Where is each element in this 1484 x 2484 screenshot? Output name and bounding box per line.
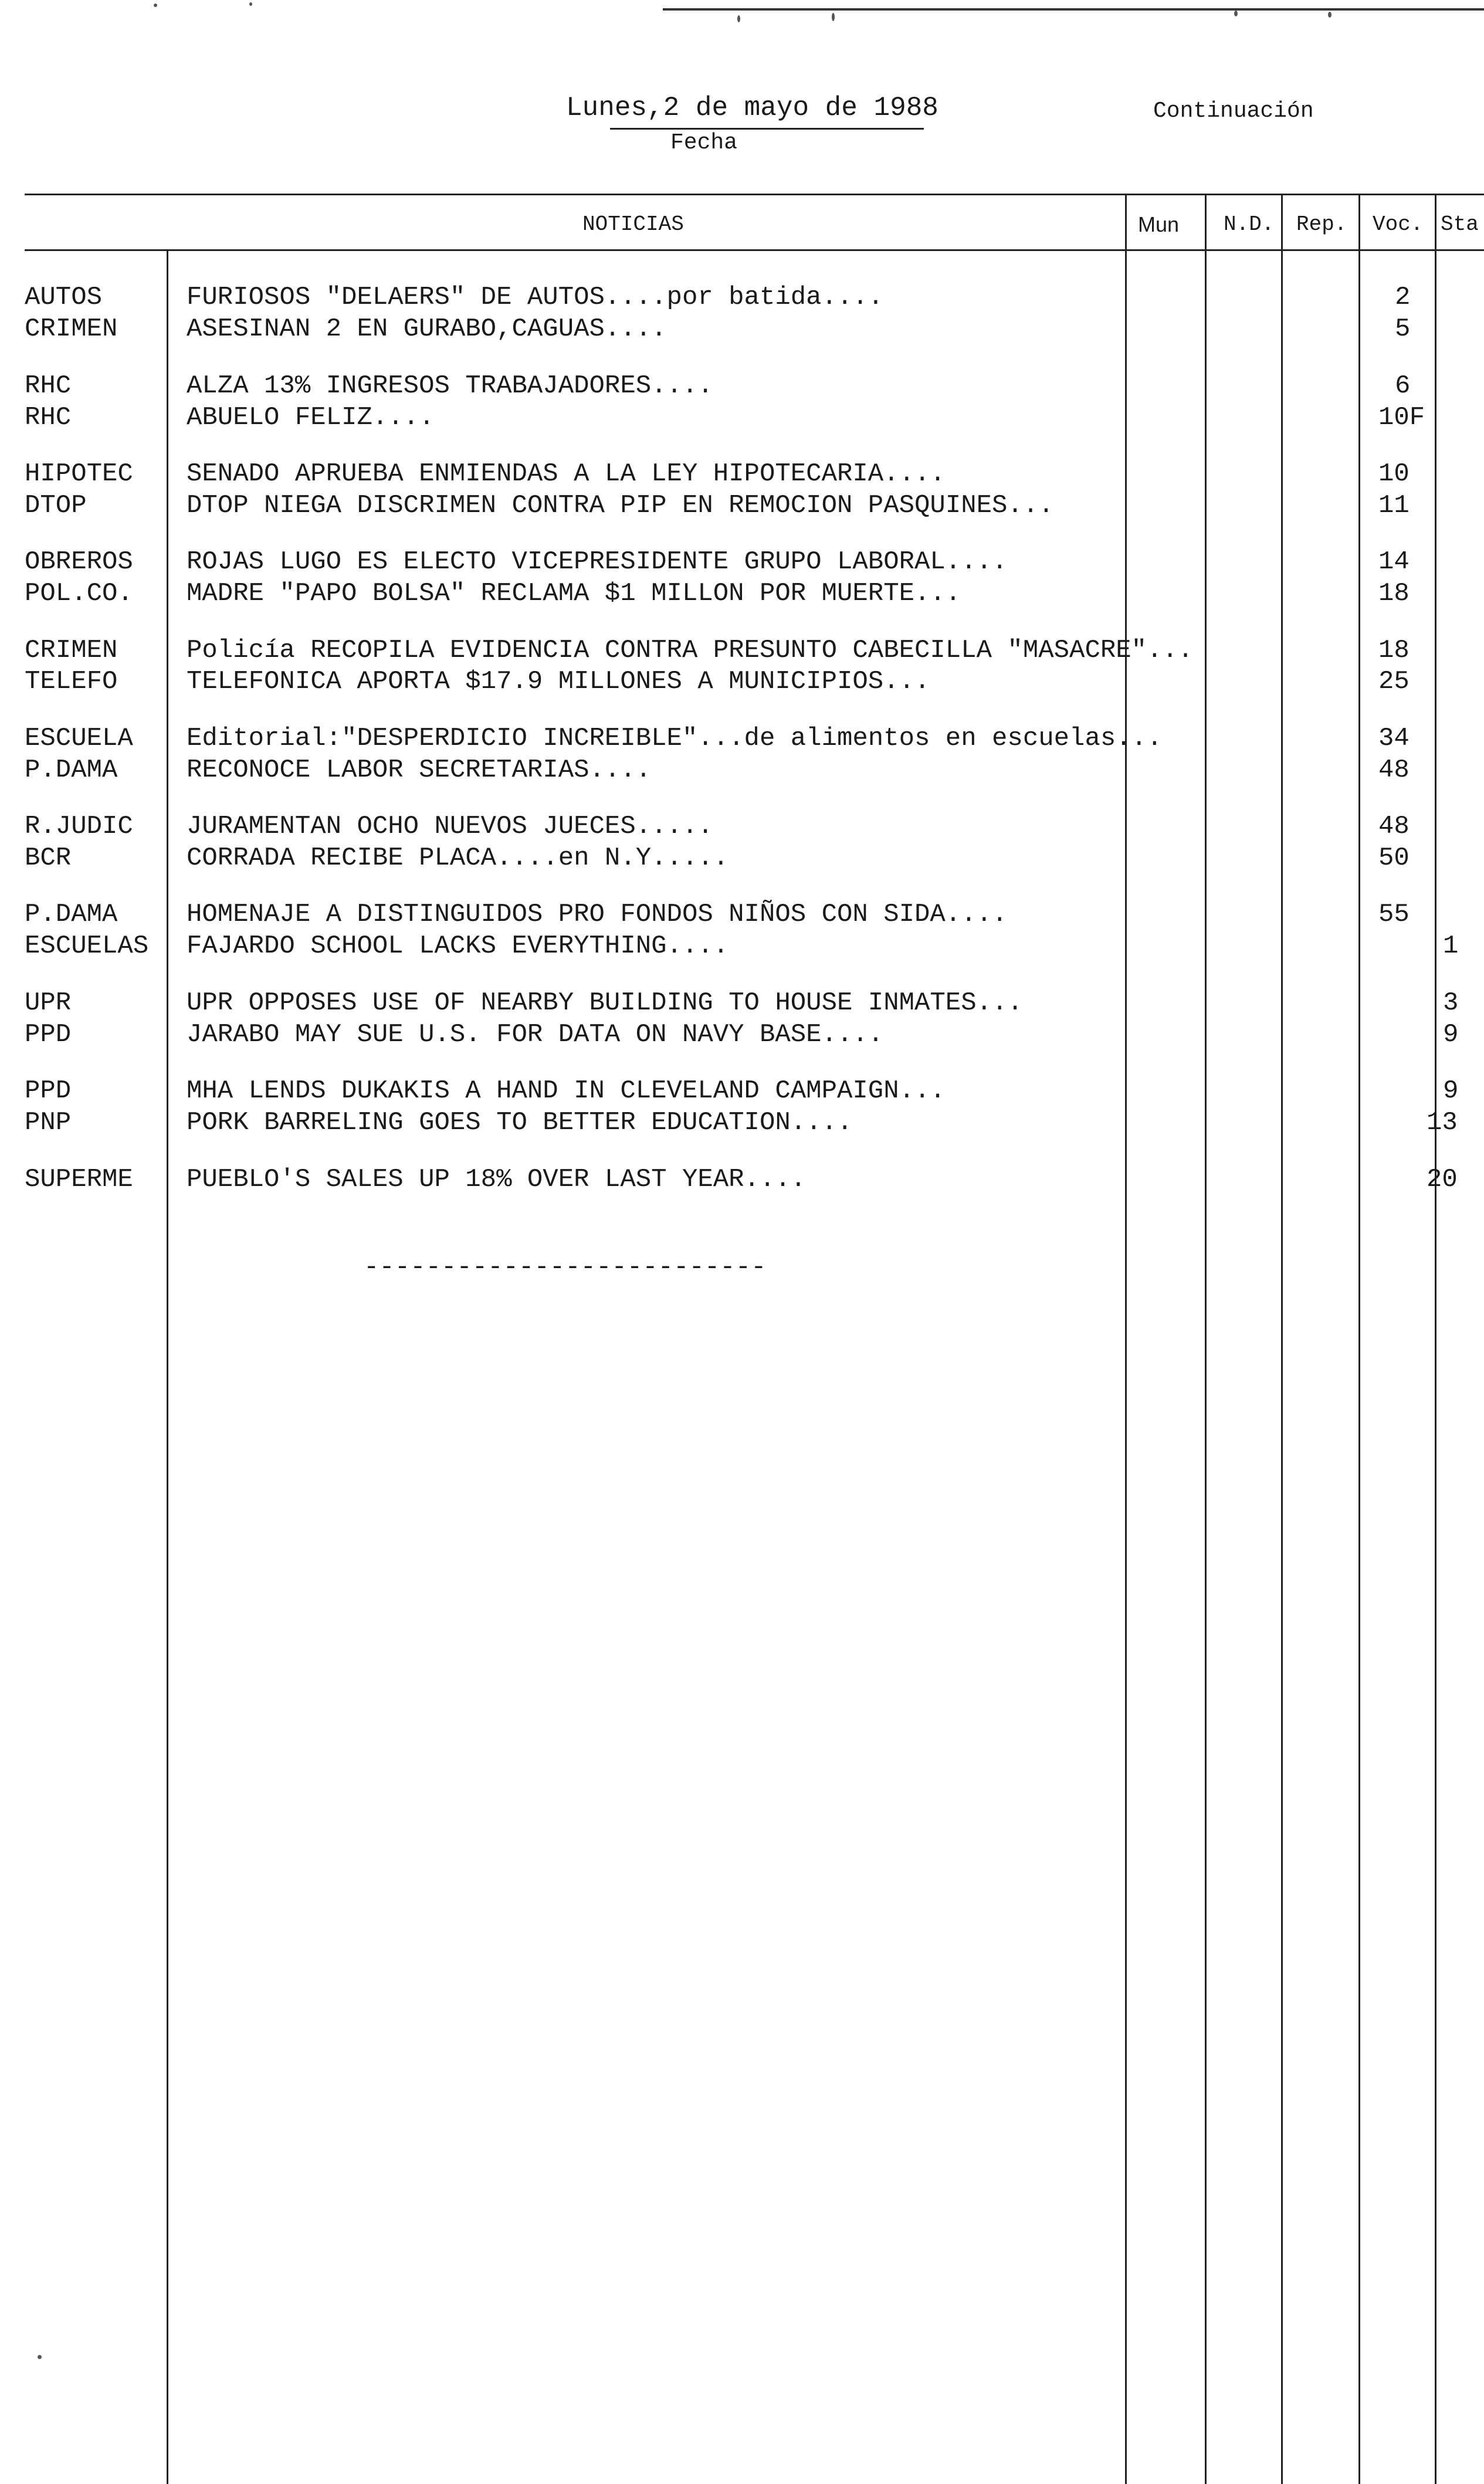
row-sta-page: 9 — [1443, 1020, 1459, 1049]
row-sta-page: 9 — [1443, 1076, 1459, 1106]
row-category: PNP — [25, 1108, 72, 1137]
date-caption: Fecha — [670, 130, 738, 155]
column-header-nd: N.D. — [1224, 212, 1275, 236]
column-header-rep: Rep. — [1296, 212, 1347, 236]
row-category: BCR — [25, 843, 72, 873]
scan-speck — [737, 15, 740, 22]
date-underline — [610, 128, 924, 130]
row-category: PPD — [25, 1076, 72, 1106]
row-headline: Editorial:"DESPERDICIO INCREIBLE"...de alimentos en escuelas... — [187, 724, 1163, 753]
row-headline: CORRADA RECIBE PLACA....en N.Y..... — [187, 843, 729, 873]
column-divider-rep — [1281, 194, 1283, 2484]
row-category: SUPERME — [25, 1165, 133, 1194]
column-header-sta: Sta — [1441, 212, 1479, 236]
row-headline: UPR OPPOSES USE OF NEARBY BUILDING TO HOUSE INMATES... — [187, 988, 1023, 1018]
row-headline: FAJARDO SCHOOL LACKS EVERYTHING.... — [187, 931, 729, 961]
row-headline: DTOP NIEGA DISCRIMEN CONTRA PIP EN REMOCION PASQUINES... — [187, 491, 1054, 520]
column-header-mun: Mun — [1138, 212, 1180, 236]
row-voc-page: 2 — [1395, 283, 1411, 312]
row-voc-page: 34 — [1378, 724, 1410, 753]
table-top-rule — [25, 194, 1484, 195]
row-voc-page: 50 — [1378, 843, 1410, 873]
row-category: PPD — [25, 1020, 72, 1049]
row-category: AUTOS — [25, 283, 103, 312]
scan-speck — [1328, 12, 1331, 18]
row-category: P.DAMA — [25, 900, 118, 929]
row-voc-page: 10 — [1378, 459, 1410, 489]
row-sta-page: 20 — [1427, 1165, 1458, 1194]
row-headline: TELEFONICA APORTA $17.9 MILLONES A MUNICIPIOS... — [187, 667, 930, 696]
row-headline: ROJAS LUGO ES ELECTO VICEPRESIDENTE GRUPO LABORAL.... — [187, 547, 1008, 577]
row-headline: PORK BARRELING GOES TO BETTER EDUCATION.... — [187, 1108, 853, 1137]
row-category: R.JUDIC — [25, 812, 133, 841]
row-category: POL.CO. — [25, 579, 133, 608]
row-voc-page: 10F — [1378, 403, 1425, 432]
row-sta-page: 13 — [1427, 1108, 1458, 1137]
row-headline: JARABO MAY SUE U.S. FOR DATA ON NAVY BASE.... — [187, 1020, 884, 1049]
column-divider-mun — [1125, 194, 1127, 2484]
row-headline: RECONOCE LABOR SECRETARIAS.... — [187, 755, 652, 785]
row-voc-page: 55 — [1378, 900, 1410, 929]
row-voc-page: 48 — [1378, 812, 1410, 841]
scan-top-edge — [663, 8, 1484, 11]
column-header-voc: Voc. — [1373, 212, 1424, 236]
row-category: ESCUELAS — [25, 931, 149, 961]
row-category: CRIMEN — [25, 314, 118, 344]
column-header-noticias: NOTICIAS — [582, 212, 684, 236]
row-headline: ALZA 13% INGRESOS TRABAJADORES.... — [187, 371, 713, 401]
row-headline: JURAMENTAN OCHO NUEVOS JUECES..... — [187, 812, 713, 841]
scan-speck — [1234, 11, 1238, 16]
column-divider-sta — [1435, 194, 1436, 2484]
row-voc-page: 48 — [1378, 755, 1410, 785]
page-date: Lunes,2 de mayo de 1988 — [566, 93, 938, 123]
row-headline: FURIOSOS "DELAERS" DE AUTOS....por batida.... — [187, 283, 884, 312]
row-headline: ABUELO FELIZ.... — [187, 403, 435, 432]
row-sta-page: 1 — [1443, 931, 1459, 961]
row-headline: SENADO APRUEBA ENMIENDAS A LA LEY HIPOTECARIA.... — [187, 459, 946, 489]
row-headline: Policía RECOPILA EVIDENCIA CONTRA PRESUNTO CABECILLA "MASACRE"... — [187, 636, 1194, 665]
row-category: UPR — [25, 988, 72, 1018]
scan-speck — [249, 2, 252, 6]
row-category: ESCUELA — [25, 724, 133, 753]
row-category: OBREROS — [25, 547, 133, 577]
column-divider-nd — [1205, 194, 1207, 2484]
end-of-list-marker: -------------------------- — [364, 1253, 767, 1282]
row-headline: HOMENAJE A DISTINGUIDOS PRO FONDOS NIÑOS CON SIDA.... — [187, 900, 1008, 929]
row-voc-page: 18 — [1378, 579, 1410, 608]
row-voc-page: 25 — [1378, 667, 1410, 696]
row-headline: MADRE "PAPO BOLSA" RECLAMA $1 MILLON POR MUERTE... — [187, 579, 961, 608]
row-headline: PUEBLO'S SALES UP 18% OVER LAST YEAR.... — [187, 1165, 807, 1194]
column-divider-voc — [1358, 194, 1360, 2484]
scan-speck — [832, 13, 835, 21]
row-category: HIPOTEC — [25, 459, 133, 489]
row-sta-page: 3 — [1443, 988, 1459, 1018]
row-category: P.DAMA — [25, 755, 118, 785]
row-category: RHC — [25, 403, 72, 432]
scan-speck — [154, 4, 157, 7]
row-voc-page: 5 — [1395, 314, 1411, 344]
row-headline: ASESINAN 2 EN GURABO,CAGUAS.... — [187, 314, 667, 344]
row-voc-page: 6 — [1395, 371, 1411, 401]
row-category: TELEFO — [25, 667, 118, 696]
row-category: CRIMEN — [25, 636, 118, 665]
row-category: RHC — [25, 371, 72, 401]
row-voc-page: 14 — [1378, 547, 1410, 577]
continuation-label: Continuación — [1153, 99, 1314, 124]
row-headline: MHA LENDS DUKAKIS A HAND IN CLEVELAND CAMPAIGN... — [187, 1076, 946, 1106]
column-divider-category — [167, 249, 168, 2484]
row-voc-page: 18 — [1378, 636, 1410, 665]
table-header-rule — [25, 249, 1484, 251]
scan-speck — [38, 2355, 42, 2359]
row-voc-page: 11 — [1378, 491, 1410, 520]
row-category: DTOP — [25, 491, 87, 520]
